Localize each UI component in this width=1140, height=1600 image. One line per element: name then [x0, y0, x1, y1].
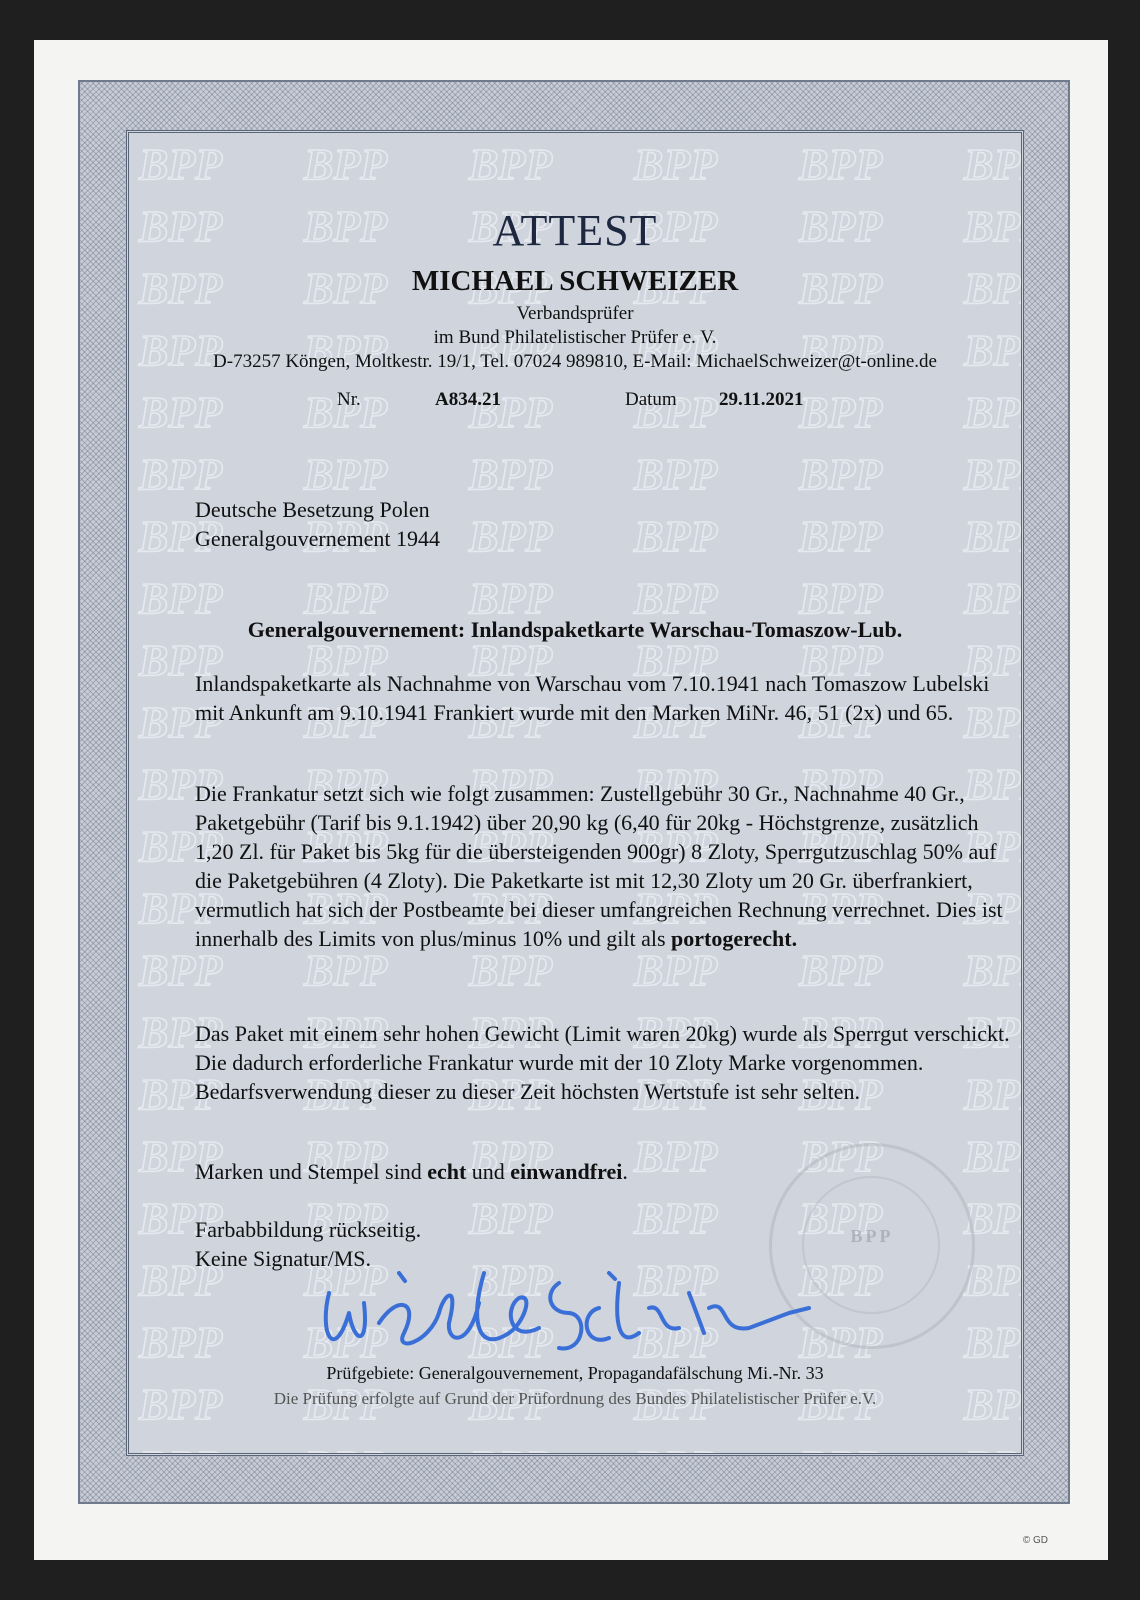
- verdict-text-1: Marken und Stempel sind: [195, 1159, 428, 1184]
- note-color-image: Farbabbildung rückseitig.: [195, 1217, 422, 1242]
- datum-label: Datum: [625, 389, 677, 410]
- guilloche-border: [78, 80, 1070, 1504]
- verdict-text-3: .: [622, 1159, 628, 1184]
- examiner-role: Verbandsprüfer: [516, 303, 634, 324]
- subject-line-1: Deutsche Besetzung Polen: [195, 497, 430, 522]
- examiner-name: MICHAEL SCHWEIZER: [411, 265, 739, 297]
- verdict-einwandfrei: einwandfrei: [510, 1159, 623, 1184]
- verdict-text-2: und: [466, 1159, 511, 1184]
- bpp-seal-text: BPP: [850, 1226, 894, 1246]
- examiner-association: im Bund Philatelistischer Prüfer e. V.: [433, 327, 717, 348]
- document-title: ATTEST: [492, 206, 658, 255]
- examination-areas: Prüfgebiete: Generalgouvernement, Propagandafälschung Mi.-Nr. 33: [326, 1363, 824, 1383]
- examiner-contact: D-73257 Köngen, Moltkestr. 19/1, Tel. 07024 989810, E-Mail: MichaelSchweizer@t-online.de: [213, 351, 937, 372]
- certificate-panel: [126, 130, 1024, 1456]
- paragraph-franking: [195, 779, 1015, 953]
- nr-label: Nr.: [337, 389, 361, 410]
- datum-value: 29.11.2021: [719, 389, 804, 410]
- nr-value: A834.21: [435, 389, 501, 410]
- examination-regulation-note: Die Prüfung erfolgte auf Grund der Prüfordnung des Bundes Philatelistischer Prüfer e.V.: [273, 1389, 877, 1408]
- handwritten-signature: [309, 1253, 829, 1373]
- paragraph-sperrgut: Das Paket mit einem sehr hohen Gewicht (Limit waren 20kg) wurde als Sperrgut verschickt. Die dadurch erforderliche Frankatur wurde mit der 10 Zloty Marke vorgenommen. Bedarfsverwendung dieser zu dieser Zeit höchsten Wertstufe ist sehr selten.: [195, 1021, 1010, 1104]
- certificate-heading: Generalgouvernement: Inlandspaketkarte Warschau-Tomaszow-Lub.: [247, 617, 903, 642]
- certificate-sheet: [34, 40, 1108, 1560]
- verdict-echt: echt: [427, 1159, 467, 1184]
- paragraph-franking-text: Die Frankatur setzt sich wie folgt zusammen: Zustellgebühr 30 Gr., Nachnahme 40 Gr., Paketgebühr (Tarif bis 9.1.1942) über 20,90 kg (6,40 für 20kg - Höchstgrenze, zusätzlich 1,20 Zl. für Paket bis 5kg für die übersteigenden 900gr) 8 Zloty, Sperrgutzuschlag 50% auf die Paketgebühren (4 Zloty). Die Paketkarte ist mit 12,30 Zloty um 20 Gr. überfrankiert, vermutlich hat sich der Postbeamte bei dieser umfangreichen Rechnung verrechnet. Dies ist innerhalb des Limits von plus/minus 10% und gilt als: [195, 781, 1003, 951]
- paragraph-description: Inlandspaketkarte als Nachnahme von Warschau vom 7.10.1941 nach Tomaszow Lubelski mit Ankunft am 9.10.1941 Frankiert wurde mit den Marken MiNr. 46, 51 (2x) und 65.: [195, 671, 990, 725]
- printer-mark: © GD: [1022, 1535, 1048, 1546]
- subject-line-2: Generalgouvernement 1944: [195, 526, 440, 551]
- note-signature: Keine Signatur/MS.: [195, 1246, 371, 1271]
- portogerecht-emphasis: portogerecht.: [671, 926, 798, 951]
